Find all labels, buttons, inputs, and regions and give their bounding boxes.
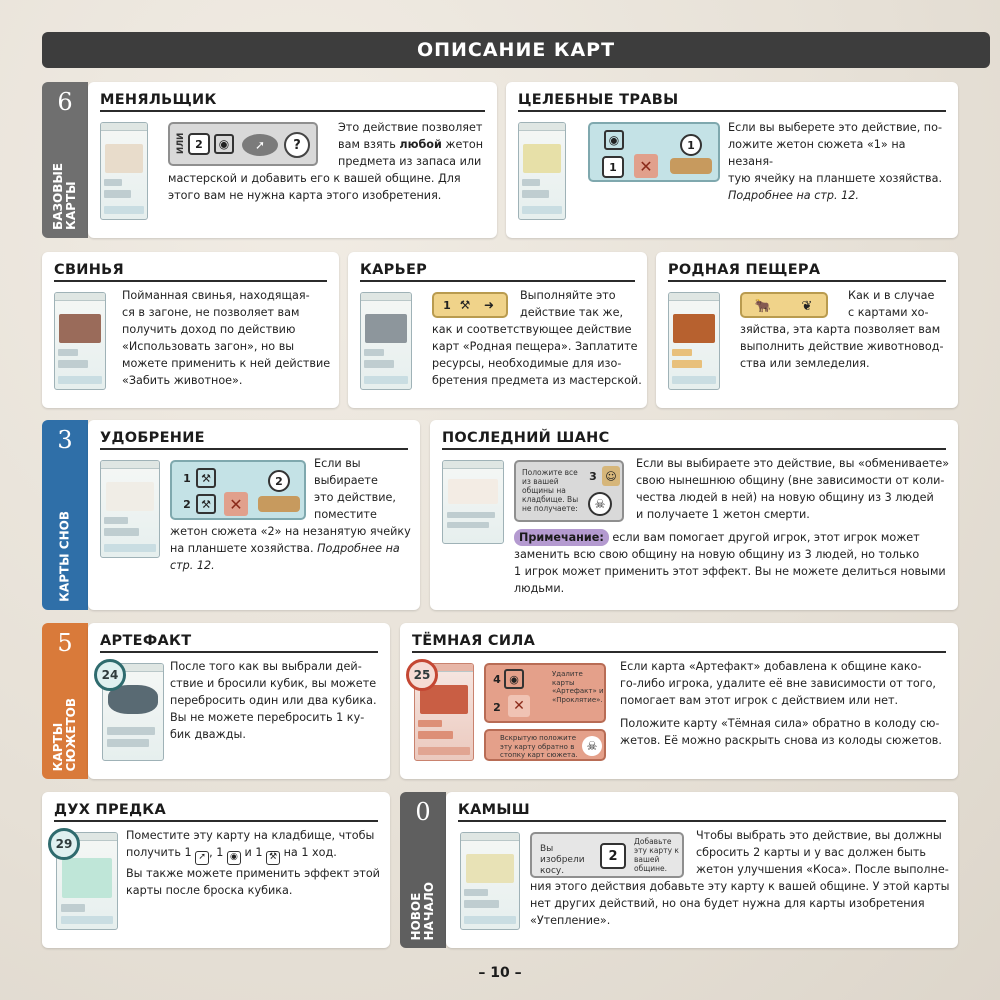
card-panel-ancestor-spirit	[42, 792, 390, 948]
text-span: и 1	[240, 846, 263, 859]
text-line: поместите	[314, 508, 377, 521]
card-image	[460, 832, 520, 930]
text-line: жетон сюжета «2» на незанятую ячейку	[170, 525, 411, 538]
description	[170, 658, 386, 743]
card-panel-last-chance	[430, 420, 958, 610]
card-image	[668, 292, 720, 390]
card-panel-reed	[446, 792, 958, 948]
text-line: ствие и бросили кубик, вы можете	[170, 677, 377, 690]
text-line	[728, 187, 954, 204]
action-text: Вы изобрели косу.	[540, 844, 585, 876]
card-panel-changer	[88, 82, 497, 238]
text-italic: Подробнее на	[317, 542, 400, 555]
text-line	[170, 540, 416, 557]
tab-label: КАРТЫ СНОВ	[57, 511, 72, 602]
text-line: Если вы выбираете это действие, вы «обмениваете»	[636, 457, 950, 470]
tab-count: 6	[57, 88, 73, 116]
text-line: «Использовать загон», но вы	[122, 340, 295, 353]
text-line: предмета из запаса или	[338, 155, 482, 168]
text-line: перебросить один или два кубика.	[170, 694, 377, 707]
action-text: Вскрытую положите эту карту обратно в стопку карт сюжета.	[500, 734, 578, 759]
text-line: ся в загоне, не позволяет вам	[122, 306, 300, 319]
page-title: ОПИСАНИЕ КАРТ	[42, 32, 990, 68]
card-image	[100, 122, 148, 220]
card-image	[54, 292, 106, 390]
board-icon	[670, 158, 712, 174]
text-line: Выполняйте это	[520, 289, 616, 302]
text-line	[168, 136, 488, 153]
text-line: помогает вам этот игрок с действием или нет.	[620, 694, 899, 707]
tool-icon: ➚	[242, 134, 278, 156]
section-title: ДУХ ПРЕДКА	[54, 802, 378, 822]
card-panel-herbs	[506, 82, 958, 238]
text-line: как и соответствующее действие	[432, 323, 632, 336]
text-line: Вы не можете перебросить 1 ку-	[170, 711, 365, 724]
text-line: «Забить животное».	[122, 374, 243, 387]
description	[740, 287, 954, 372]
text-line	[170, 557, 416, 574]
text-span: вам взять	[338, 138, 400, 151]
card-image	[442, 460, 504, 544]
story-token-icon: 2	[268, 470, 290, 492]
text-line: жетон улучшения «Коса». После выполне-	[696, 863, 949, 876]
tab-dream-cards	[42, 420, 88, 610]
text-span: , 1	[209, 846, 224, 859]
tab-plot-cards	[42, 623, 88, 779]
dice-value: 1	[443, 298, 451, 312]
eye-icon: ◉	[504, 669, 524, 689]
card-image	[360, 292, 412, 390]
description	[122, 287, 334, 389]
text-line: Вы также можете применить эффект этой	[126, 867, 380, 880]
hammer-icon: ⚒	[266, 851, 280, 865]
text-line: ства или земледелия.	[740, 357, 870, 370]
tool-icon: ➚	[195, 851, 209, 865]
dice-value: 4	[493, 672, 501, 686]
wheat-icon: ❦	[801, 298, 813, 314]
text-line: карты после броска кубика.	[126, 884, 293, 897]
dice-value: 1	[183, 471, 191, 485]
text-line: Пойманная свинья, находящая-	[122, 289, 310, 302]
tab-basic-cards	[42, 82, 88, 238]
section-title: ПОСЛЕДНИЙ ШАНС	[442, 430, 946, 450]
text-line: и получаете 1 жетон смерти.	[636, 508, 810, 521]
dice-value: 2	[493, 700, 501, 714]
cross-icon: ✕	[224, 492, 248, 516]
text-line: выполнить действие животновод-	[740, 340, 944, 353]
text-line: выбираете	[314, 474, 378, 487]
tab-new-start	[400, 792, 446, 948]
text-line: Если карта «Артефакт» добавлена к общине како-	[620, 660, 922, 673]
tab-count: 0	[415, 798, 431, 826]
text-span: жетон	[441, 138, 484, 151]
text-line: это действие,	[314, 491, 396, 504]
card-image	[100, 460, 160, 558]
description	[168, 119, 488, 204]
text-italic: Подробнее на стр. 12.	[728, 189, 859, 202]
text-line: сбросить 2 карты и у вас должен быть	[696, 846, 926, 859]
section-title: ЦЕЛЕБНЫЕ ТРАВЫ	[518, 92, 946, 112]
text-line: бик дважды.	[170, 728, 246, 741]
text-span: на 1 ход.	[280, 846, 337, 859]
dice-icon: 2	[600, 843, 626, 869]
section-title: КАМЫШ	[458, 802, 946, 822]
card-panel-pig	[42, 252, 339, 408]
text-line: Чтобы выбрать это действие, вы должны	[696, 829, 942, 842]
text-line: мастерской и добавить его к вашей общине. Для	[168, 172, 461, 185]
card-number-badge: 25	[406, 659, 438, 691]
text-line: После того как вы выбрали дей-	[170, 660, 362, 673]
tab-label: КАРТЫ СЮЖЕТОВ	[51, 697, 78, 771]
death-token-icon: ☠	[588, 492, 612, 516]
text-line: жетов. Её можно раскрыть снова из колоды сюжетов.	[620, 734, 942, 747]
text-line	[514, 529, 954, 546]
text-line: «Утепление».	[530, 914, 611, 927]
section-title: МЕНЯЛЬЩИК	[100, 92, 485, 112]
text-line: заменить всю свою общину на новую общину из 3 людей, но только	[514, 548, 920, 561]
eye-icon: ◉	[227, 851, 241, 865]
text-line: зяйства, эта карта позволяет вам	[740, 323, 941, 336]
tab-label: НОВОЕ НАЧАЛО	[409, 881, 436, 940]
cross-icon: ✕	[508, 695, 530, 717]
section-title: РОДНАЯ ПЕЩЕРА	[668, 262, 946, 282]
cross-icon: ✕	[634, 154, 658, 178]
dice-icon: 1	[602, 156, 624, 178]
text-line: тую ячейку на планшете хозяйства.	[728, 172, 943, 185]
text-line: этого вам не нужна карта этого изобретения.	[168, 189, 442, 202]
text-span: если вам помогает другой игрок, этот игрок может	[608, 531, 920, 544]
section-title: УДОБРЕНИЕ	[100, 430, 408, 450]
text-line: ния этого действия добавьте эту карту к вашей общине. У этой карты	[530, 880, 950, 893]
action-text: Положите все из вашей общины на кладбище. Вы не получаете:	[522, 468, 579, 513]
or-label: ИЛИ	[176, 132, 186, 154]
tab-count: 3	[57, 426, 73, 454]
text-line: нет других действий, но она будет нужна для карты изобретения	[530, 897, 925, 910]
people-icon: ☺	[602, 466, 620, 486]
action-box	[588, 122, 720, 182]
story-token-icon: 1	[680, 134, 702, 156]
eye-icon: ◉	[214, 134, 234, 154]
card-panel-home-cave	[656, 252, 958, 408]
text-line: действие так же,	[520, 306, 624, 319]
description	[728, 119, 954, 204]
dice-value: 2	[183, 497, 191, 511]
card-number-badge: 29	[48, 828, 80, 860]
animal-icon: 🐂	[754, 298, 772, 314]
question-icon: ?	[284, 132, 310, 158]
text-line: Поместите эту карту на кладбище, чтобы	[126, 829, 375, 842]
arrow-icon: ➜	[483, 298, 495, 312]
description	[170, 455, 416, 574]
page-number: – 10 –	[478, 965, 522, 981]
hammer-icon: ⚒	[196, 468, 216, 488]
text-line: го-либо игрока, удалите её вне зависимости от того,	[620, 677, 936, 690]
text-line: чества людей в ней) на новую общину из 3 людей	[636, 491, 934, 504]
section-title: АРТЕФАКТ	[100, 633, 378, 653]
action-box	[514, 460, 624, 522]
text-line: ресурсы, необходимые для изо-	[432, 357, 622, 370]
hammer-icon: ⚒	[196, 494, 216, 514]
text-line: карт «Родная пещера». Заплатите	[432, 340, 638, 353]
action-box	[484, 663, 606, 723]
card-panel-quarry	[348, 252, 647, 408]
text-line: свою нынешнюю общину (вне зависимости от коли-	[636, 474, 945, 487]
card-panel-artifact	[88, 623, 390, 779]
tab-count: 5	[57, 629, 73, 657]
text-line: получить доход по действию	[122, 323, 296, 336]
text-line: Если вы	[314, 457, 361, 470]
description	[620, 658, 954, 749]
description	[432, 287, 644, 389]
text-italic: стр. 12.	[170, 559, 215, 572]
skull-icon: ☠	[582, 736, 602, 756]
text-line: бретения предмета из мастерской.	[432, 374, 642, 387]
text-line: Это действие позволяет	[338, 121, 483, 134]
section-title: ТЁМНАЯ СИЛА	[412, 633, 946, 653]
card-number-badge: 24	[94, 659, 126, 691]
action-text: Удалите карты «Артефакт» и «Проклятие».	[552, 670, 604, 704]
text-line: можете применить к ней действие	[122, 357, 331, 370]
description	[126, 827, 386, 899]
text-line: 1 игрок может применить этот эффект. Вы не можете делиться новыми	[514, 565, 946, 578]
card-panel-dark-force	[400, 623, 958, 779]
text-line: людьми.	[514, 582, 565, 595]
text-span: на планшете хозяйства.	[170, 542, 314, 555]
card-panel-fertilizer	[88, 420, 420, 610]
dice-value: 3	[589, 469, 597, 483]
tab-label: БАЗОВЫЕ КАРТЫ	[51, 163, 78, 230]
section-title: КАРЬЕР	[360, 262, 635, 282]
card-image	[518, 122, 566, 220]
text-line	[126, 844, 386, 865]
dice-icon: 2	[188, 133, 210, 155]
description	[636, 455, 954, 523]
action-text: Добавьте эту карту к вашей общине.	[634, 837, 679, 873]
text-line: Положите карту «Тёмная сила» обратно в колоду сю-	[620, 717, 940, 730]
note	[514, 529, 954, 597]
note-label: Примечание:	[514, 529, 609, 546]
text-line: Как и в случае	[848, 289, 935, 302]
text-line: с картами хо-	[848, 306, 929, 319]
description	[530, 827, 954, 929]
action-box	[484, 729, 606, 761]
hammer-icon: ⚒	[459, 298, 471, 312]
text-line: Если вы выберете это действие, по-	[728, 121, 942, 134]
text-line: ложите жетон сюжета «1» на незаня-	[728, 138, 906, 168]
text-bold: любой	[399, 138, 442, 151]
text-span: получить 1	[126, 846, 192, 859]
eye-icon: ◉	[604, 130, 624, 150]
section-title: СВИНЬЯ	[54, 262, 327, 282]
